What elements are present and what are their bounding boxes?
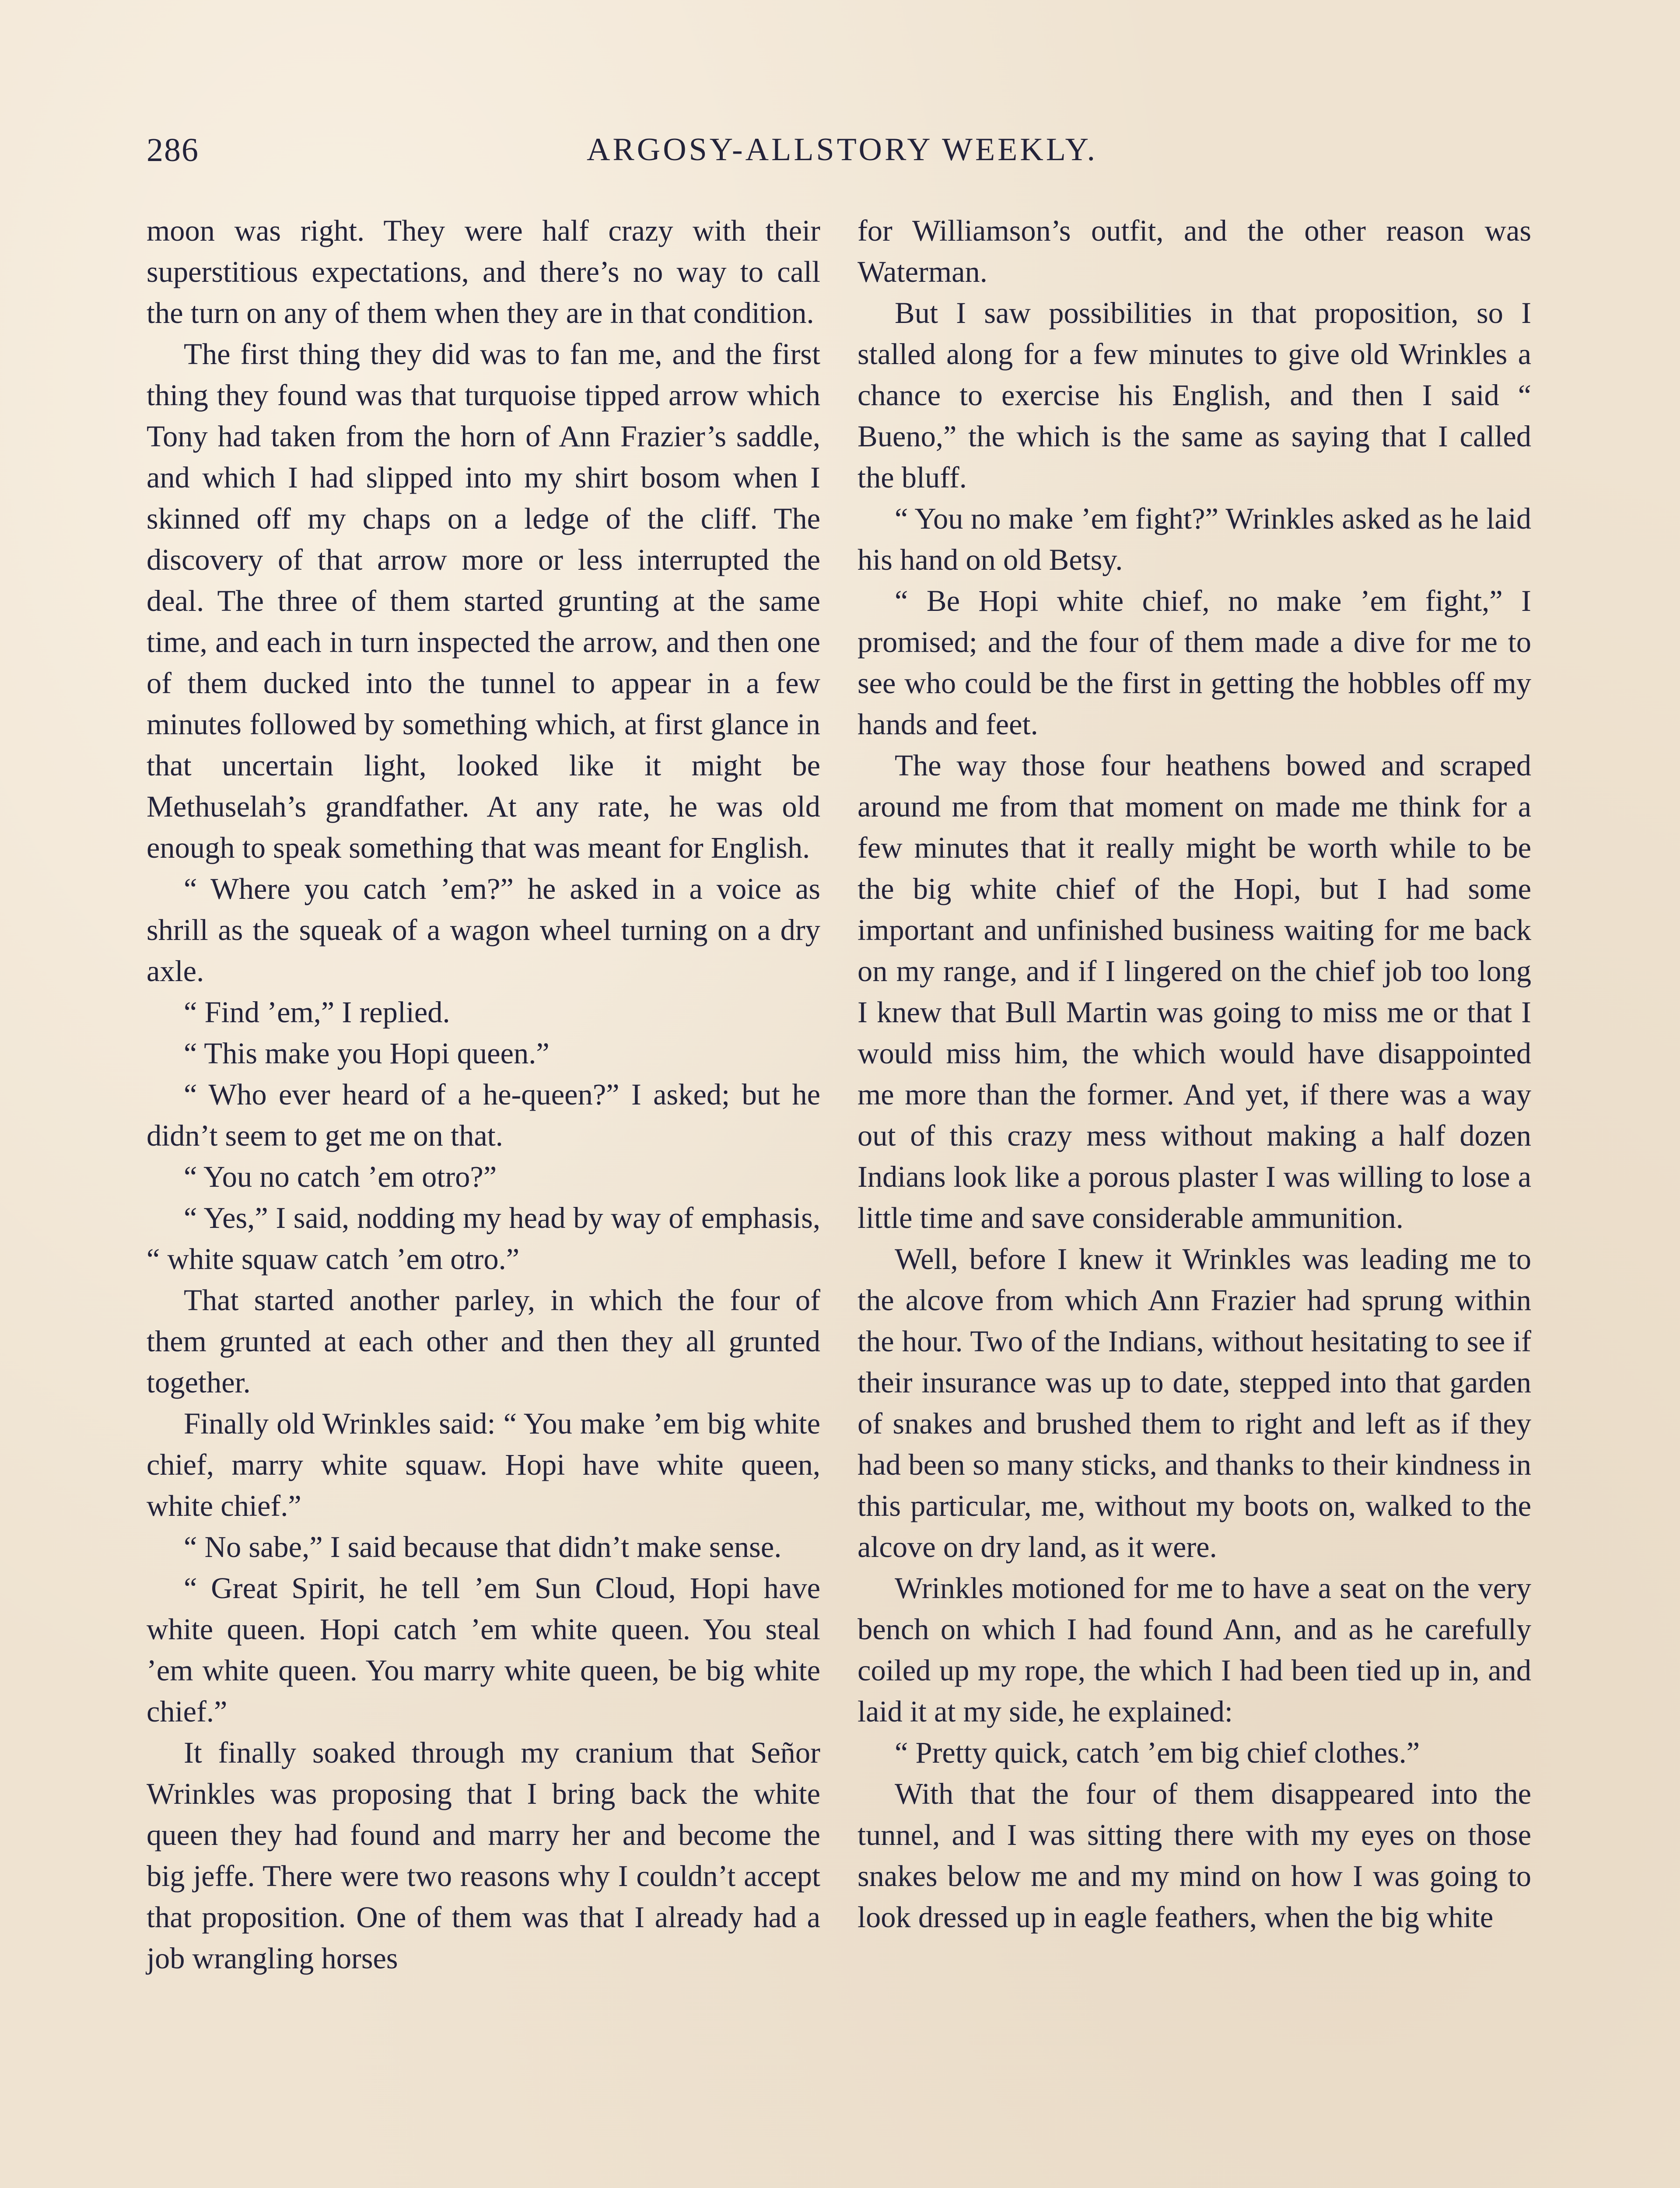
page-number: 286: [147, 132, 199, 168]
paragraph: “ Where you catch ’em?” he asked in a voice as shrill as the squeak of a wagon wheel turning on a dry axle.: [147, 872, 820, 988]
paragraph: “ This make you Hopi queen.”: [184, 1037, 550, 1070]
paragraph: “ Be Hopi white chief, no make ’em fight,” I promised; and the four of them made a dive for me to see who could be the first in getting the hobbles off my hands and feet.: [858, 584, 1531, 741]
paragraph: Wrinkles motioned for me to have a seat on the very bench on which I had found Ann, and as he carefully coiled up my rope, the which I had been tied up in, and laid it at my side, he explained:: [858, 1571, 1531, 1728]
paragraph: “ You no make ’em fight?” Wrinkles asked as he laid his hand on old Betsy.: [858, 502, 1531, 576]
running-head: [147, 131, 1538, 179]
paragraph: “ You no catch ’em otro?”: [184, 1160, 497, 1193]
paragraph: for Williamson’s outfit, and the other reason was Waterman.: [858, 214, 1531, 288]
paragraph: Well, before I knew it Wrinkles was leading me to the alcove from which Ann Frazier had sprung within the hour. Two of the Indians, without hesitating to see if their insurance was up to date, stepped into that garden of snakes and brushed them to right and left as if they had been so many sticks, and thanks to their kindness in this particular, me, without my boots on, walked to the alcove on dry land, as it were.: [858, 1242, 1531, 1564]
paragraph: moon was right. They were half crazy with their superstitious expectations, and there’s no way to call the turn on any of them when they are in that condition.: [147, 214, 820, 330]
paragraph: Finally old Wrinkles said: “ You make ’em big white chief, marry white squaw. Hopi have white queen, white chief.”: [147, 1407, 820, 1522]
paragraph: But I saw possibilities in that proposition, so I stalled along for a few minutes to give old Wrinkles a chance to exercise his English, and then I said “ Bueno,” the which is the same as saying that I called the bluff.: [858, 296, 1531, 494]
text-column-right: [858, 210, 1531, 1938]
paragraph: “ Great Spirit, he tell ’em Sun Cloud, Hopi have white queen. Hopi catch ’em white queen. You steal ’em white queen. You marry white queen, be big white chief.”: [147, 1571, 820, 1728]
paragraph: “ Find ’em,” I replied.: [184, 996, 450, 1029]
paragraph: The way those four heathens bowed and scraped around me from that moment on made me think for a few minutes that it really might be worth while to be the big white chief of the Hopi, but I had some important and unfinished business waiting for me back on my range, and if I lingered on the chief job too long I knew that Bull Martin was going to miss me or that I would miss him, the which would have disappointed me more than the former. And yet, if there was a way out of this crazy mess without making a half dozen Indians look like a porous plaster I was willing to lose a little time and save considerable ammunition.: [858, 749, 1531, 1234]
paragraph: With that the four of them disappeared into the tunnel, and I was sitting there with my eyes on those snakes below me and my mind on how I was going to look dressed up in eagle feathers, when the big white: [858, 1777, 1531, 1934]
paragraph: “ Pretty quick, catch ’em big chief clothes.”: [895, 1736, 1420, 1769]
paragraph: That started another parley, in which the four of them grunted at each other and then they all grunted together.: [147, 1283, 820, 1399]
text-column-left: [147, 210, 820, 1979]
paragraph: “ Yes,” I said, nodding my head by way of emphasis, “ white squaw catch ’em otro.”: [147, 1201, 820, 1276]
paragraph: “ No sabe,” I said because that didn’t make sense.: [184, 1530, 782, 1564]
journal-title: ARGOSY-ALLSTORY WEEKLY.: [586, 132, 1098, 168]
paragraph: It finally soaked through my cranium that Señor Wrinkles was proposing that I bring back the white queen they had found and marry her and become the big jeffe. There were two reasons why I couldn’t accept that proposition. One of them was that I already had a job wrangling horses: [147, 1736, 820, 1975]
paragraph: The first thing they did was to fan me, and the first thing they found was that turquoise tipped arrow which Tony had taken from the horn of Ann Frazier’s saddle, and which I had slipped into my shirt bosom when I skinned off my chaps on a ledge of the cliff. The discovery of that arrow more or less interrupted the deal. The three of them started grunting at the same time, and each in turn inspected the arrow, and then one of them ducked into the tunnel to appear in a few minutes followed by something which, at first glance in that uncertain light, looked like it might be Methuselah’s grandfather. At any rate, he was old enough to speak something that was meant for English.: [147, 337, 820, 864]
paragraph: “ Who ever heard of a he-queen?” I asked; but he didn’t seem to get me on that.: [147, 1078, 820, 1152]
